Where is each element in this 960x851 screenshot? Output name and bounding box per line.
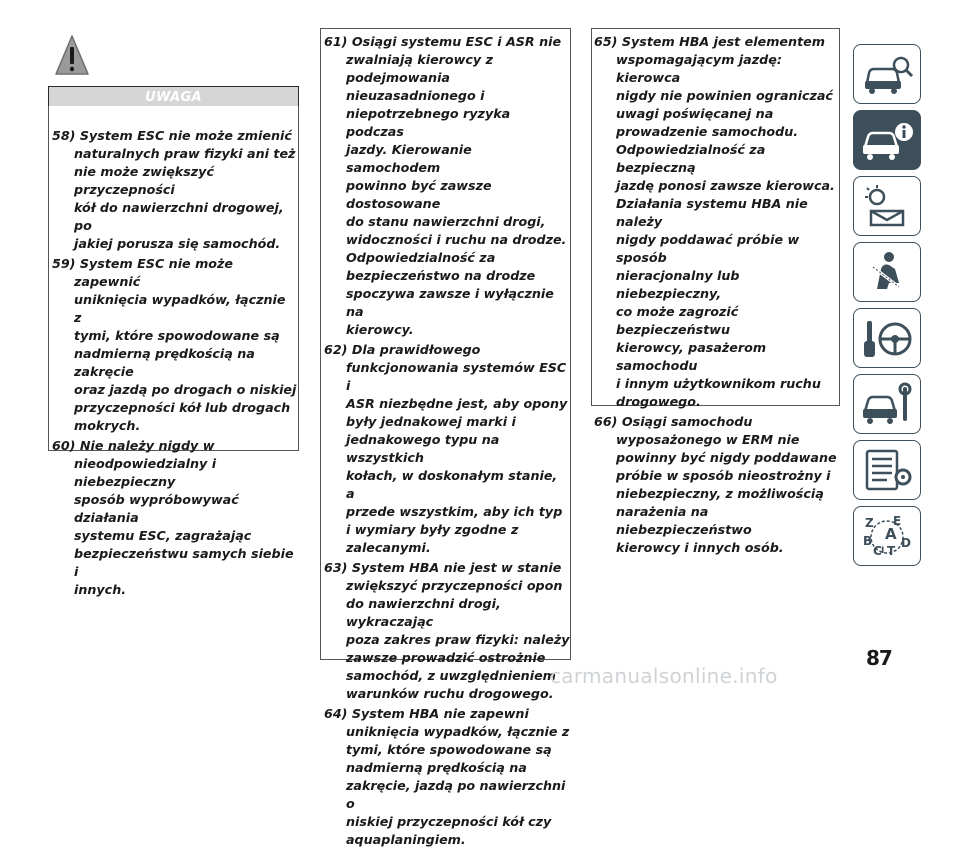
tab-alphabetical-index[interactable] (853, 506, 921, 566)
tab-car-search[interactable] (853, 44, 921, 104)
note-59: 59) System ESC nie może zapewnić uniknięcia wypadków, łącznie z tymi, które spowodowane są nadmierną prędkością na zakręcie oraz jazdą po drogach o niskiej przyczepności kół lub drogach mokrych. (52, 256, 297, 433)
warning-header-label: UWAGA (145, 89, 202, 105)
note-61: 61) Osiągi systemu ESC i ASR nie zwalniają kierowcy z podejmowania nieuzasadnionego i niepotrzebnego ryzyka podczas jazdy. Kierowanie samochodem powinno być zawsze dostosowane do stanu nawierzchni drogi, widoczności i ruchu na drodze. Odpowiedzialność za bezpieczeństwo na drodze spoczywa zawsze i wyłącznie na kierowcy. (324, 34, 567, 337)
tab-car-info[interactable] (853, 110, 921, 170)
notes-column-right (594, 33, 840, 559)
tab-key-steering[interactable] (853, 308, 921, 368)
tab-warning-lights[interactable] (853, 176, 921, 236)
notes-column-middle (324, 33, 570, 851)
note-60: 60) Nie należy nigdy w nieodpowiedzialny i niebezpieczny sposób wypróbowywać działania systemu ESC, zagrażając bezpieczeństwu samych siebie i innych. (52, 438, 294, 597)
note-66: 66) Osiągi samochodu wyposażonego w ERM nie powinny być nigdy poddawane próbie w sposób nieostrożny i niebezpieczny, z możliwością narażenia na niebezpieczeństwo kierowcy i innych osób. (594, 414, 837, 555)
note-62: 62) Dla prawidłowego funkcjonowania systemów ESC i ASR niezbędne jest, aby opony były jednakowej marki i jednakowego typu na wszystkich kołach, w doskonałym stanie, a przede wszystkim, aby ich typ i wymiary były zgodne z zalecanymi. (324, 342, 568, 555)
tab-technical-data[interactable] (853, 440, 921, 500)
car-search-icon (859, 51, 915, 97)
key-steering-wheel-icon (859, 315, 915, 361)
car-tools-icon (859, 381, 915, 427)
svg-text:I: I (881, 546, 885, 556)
svg-text:D: D (901, 536, 911, 550)
note-58: 58) System ESC nie może zmienić naturalnych praw fizyki ani też nie może zwiększyć przyczepności kół do nawierzchni drogowej, po jakiej porusza się samochód. (52, 128, 296, 251)
car-info-icon (859, 117, 915, 163)
note-64: 64) System HBA nie zapewni uniknięcia wypadków, łącznie z tymi, które spowodowane są nadmierną prędkością na zakręcie, jazdą po nawierzchni o niskiej przyczepności kół czy aquaplaningiem. (324, 706, 570, 847)
warning-lights-mail-icon (859, 183, 915, 229)
technical-data-list-icon (859, 447, 915, 493)
chapter-tabs (853, 44, 923, 572)
tab-car-tools[interactable] (853, 374, 921, 434)
warning-header (48, 86, 299, 108)
svg-text:B: B (863, 534, 873, 548)
seat-safety-icon (859, 249, 915, 295)
svg-text:Z: Z (865, 516, 874, 530)
svg-text:A: A (885, 525, 897, 543)
svg-text:T: T (887, 544, 896, 558)
page-number: 87 (866, 646, 892, 670)
note-65: 65) System HBA jest elementem wspomagającym jazdę: kierowca nigdy nie powinien ograniczać uwagi poświęcanej na prowadzenie samochodu. Odpowiedzialność za bezpieczną jazdę ponosi zawsze kierowca. Działania systemu HBA nie należy nigdy poddawać próbie w sposób nieracjonalny lub niebezpieczny, co może zagrozić bezpieczeństwu kierowcy, pasażerom samochodu i innym użytkownikom ruchu drogowego. (594, 34, 835, 409)
notes-column-left (52, 127, 297, 601)
alphabetical-index-icon (859, 513, 915, 559)
svg-text:C: C (873, 544, 882, 558)
svg-text:E: E (893, 514, 902, 528)
footer-watermark: carmanualsonline.info (550, 664, 778, 688)
tab-seat-safety[interactable] (853, 242, 921, 302)
warning-triangle-icon (54, 34, 90, 78)
note-63: 63) System HBA nie jest w stanie zwiększyć przyczepności opon do nawierzchni drogi, wykraczając poza zakres praw fizyki: należy zawsze prowadzić ostrożnie samochód, z uwzględnieniem warunków ruchu drogowego. (324, 560, 570, 701)
